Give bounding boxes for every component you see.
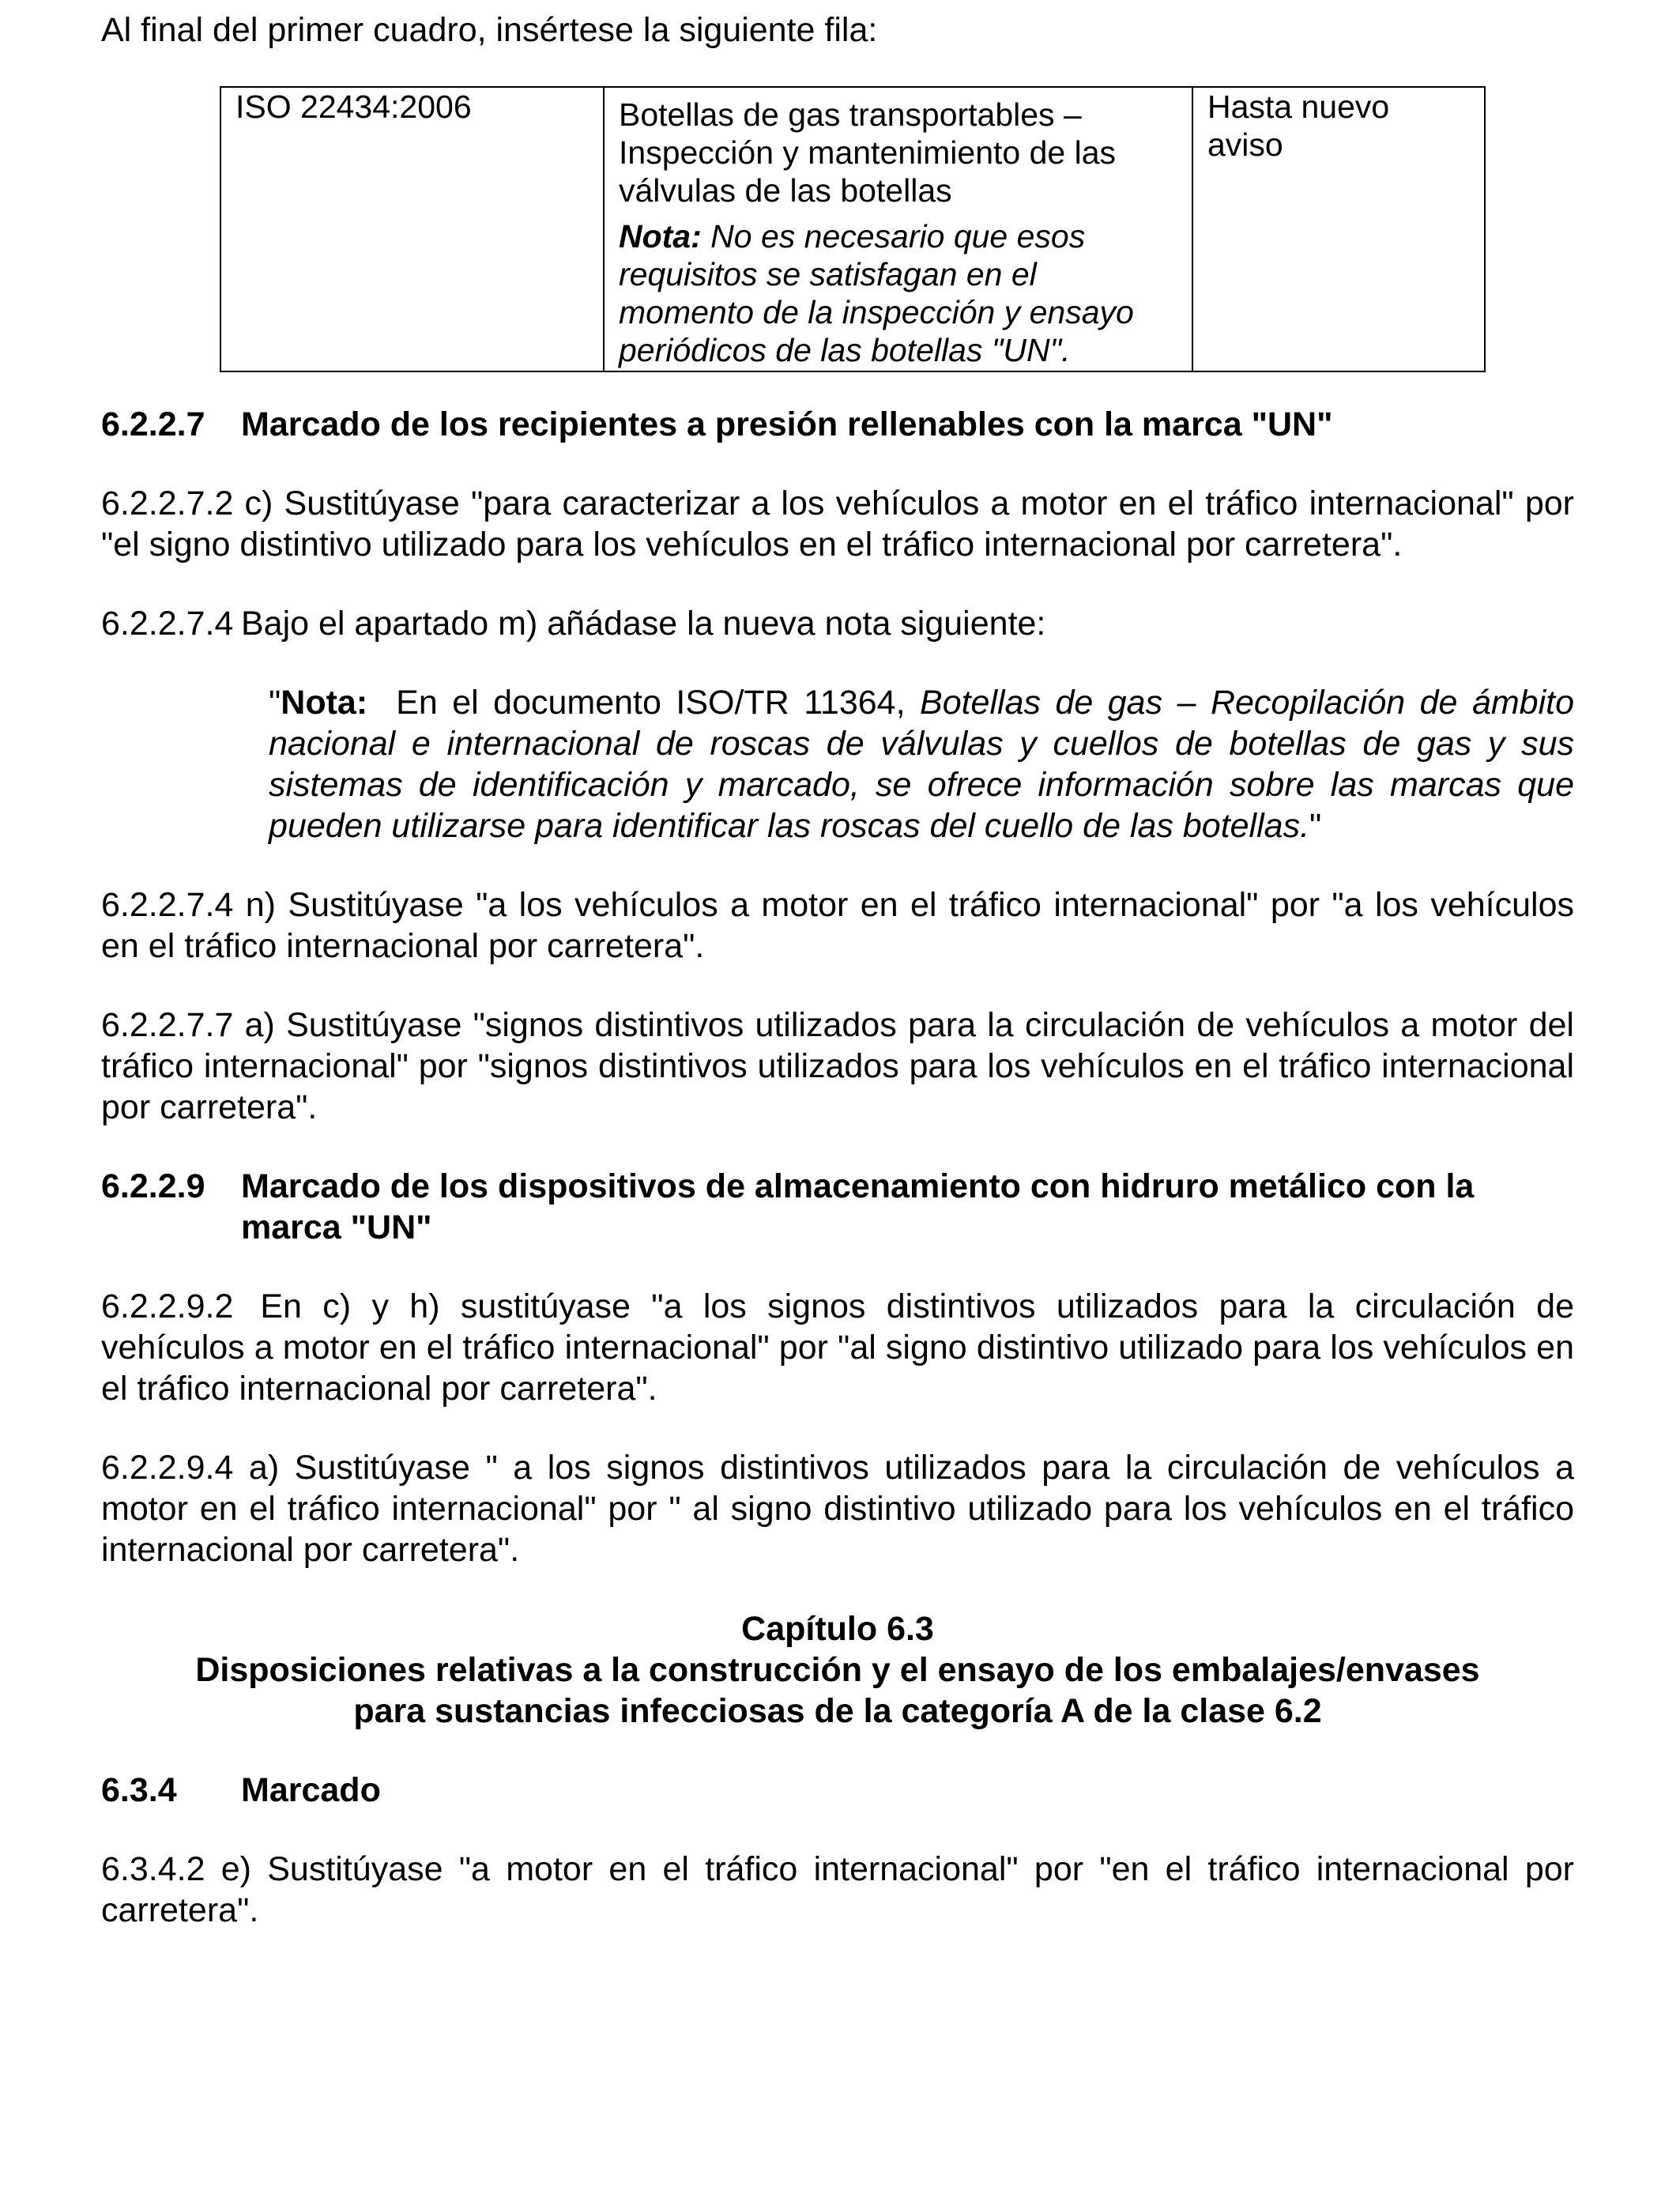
paragraph-62277a: 6.2.2.7.7 a) Sustitúyase "signos distintivos utilizados para la circulación de vehículos a motor del tráfico internacional" por "signos distintivos utilizados para los vehículos en el tráfico internacional por carretera". — [101, 1006, 1574, 1126]
quote-title: Botellas de gas – Recopilación de ámbito nacional e internacional de roscas de válvulas y cuellos de botellas de gas y sus sistemas de identificación y marcado, se ofrece información sobre las marcas que pueden utilizarse para identificar las roscas del cuello de las botellas. — [269, 684, 1575, 845]
section-title: Marcado de los dispositivos de almacenamiento con hidruro metálico con la marca "UN" — [241, 1167, 1475, 1246]
paragraph-62292 — [101, 1286, 1574, 1409]
standard-description: Botellas de gas transportables – Inspección y mantenimiento de las válvulas de las botellas — [619, 96, 1117, 209]
section-heading-634 — [101, 1770, 1574, 1811]
standard-note — [619, 217, 1177, 369]
section-title: Marcado de los recipientes a presión rellenables con la marca "UN" — [241, 405, 1333, 443]
note-text: No es necesario que esos requisitos se satisfagan en el momento de la inspección y ensayo periódicos de las botellas "UN". — [619, 218, 1134, 368]
section-heading-6227 — [101, 404, 1574, 445]
section-number: 6.2.2.9 — [101, 1167, 205, 1205]
section-heading-6229 — [101, 1166, 1574, 1248]
paragraph-63422e: 6.3.4.2 e) Sustitúyase "a motor en el tráfico internacional" por "en el tráfico internacional por carretera". — [101, 1850, 1574, 1929]
applicability-cell: Hasta nuevo aviso — [1192, 87, 1485, 371]
document-page — [101, 9, 1574, 1931]
note-label: Nota: — [619, 218, 702, 254]
paragraph-number: 6.2.2.7.4 — [101, 605, 234, 643]
chapter-title-line-2: para sustancias infecciosas de la categoría A de la clase 6.2 — [353, 1692, 1322, 1730]
table-row — [220, 87, 1485, 371]
chapter-label: Capítulo 6.3 — [741, 1610, 934, 1648]
paragraph-62272: 6.2.2.7.2 c) Sustitúyase "para caracterizar a los vehículos a motor en el tráfico internacional" por "el signo distintivo utilizado para los vehículos en el tráfico internacional por carretera". — [101, 484, 1574, 564]
inserted-row-table — [220, 86, 1486, 372]
section-number: 6.3.4 — [101, 1771, 177, 1809]
paragraph-text: Bajo el apartado m) añádase la nueva nota siguiente: — [241, 605, 1046, 643]
quote-close: " — [1309, 807, 1322, 845]
paragraph-text: En c) y h) sustitúyase "a los signos distintivos utilizados para la circulación de vehículos a motor en el tráfico internacional" por "al signo distintivo utilizado para los vehículos en el tráfico internacional por carretera". — [101, 1287, 1574, 1408]
quote-open: " — [269, 684, 281, 722]
section-title: Marcado — [241, 1771, 381, 1809]
paragraph-62274n: 6.2.2.7.4 n) Sustitúyase "a los vehículos a motor en el tráfico internacional" por "a los vehículos en el tráfico internacional por carretera". — [101, 886, 1574, 965]
quoted-note — [269, 682, 1574, 846]
standard-code-cell: ISO 22434:2006 — [220, 87, 604, 371]
intro-paragraph: Al final del primer cuadro, insértese la siguiente fila: — [101, 11, 878, 49]
quote-note-label: Nota: — [281, 684, 368, 722]
standard-description-cell — [604, 87, 1192, 371]
section-number: 6.2.2.7 — [101, 405, 205, 443]
paragraph-62294a: 6.2.2.9.4 a) Sustitúyase " a los signos distintivos utilizados para la circulación de vehículos a motor en el tráfico internacional" por " al signo distintivo utilizado para los vehículos en el tráfico internacional por carretera". — [101, 1449, 1574, 1569]
quote-lead: En el documento ISO/TR 11364, — [396, 684, 921, 722]
chapter-title-line-1: Disposiciones relativas a la construcción y el ensayo de los embalajes/envases — [195, 1651, 1480, 1689]
chapter-heading — [101, 1608, 1574, 1732]
paragraph-number: 6.2.2.9.2 — [101, 1287, 234, 1325]
paragraph-62274 — [101, 603, 1574, 644]
